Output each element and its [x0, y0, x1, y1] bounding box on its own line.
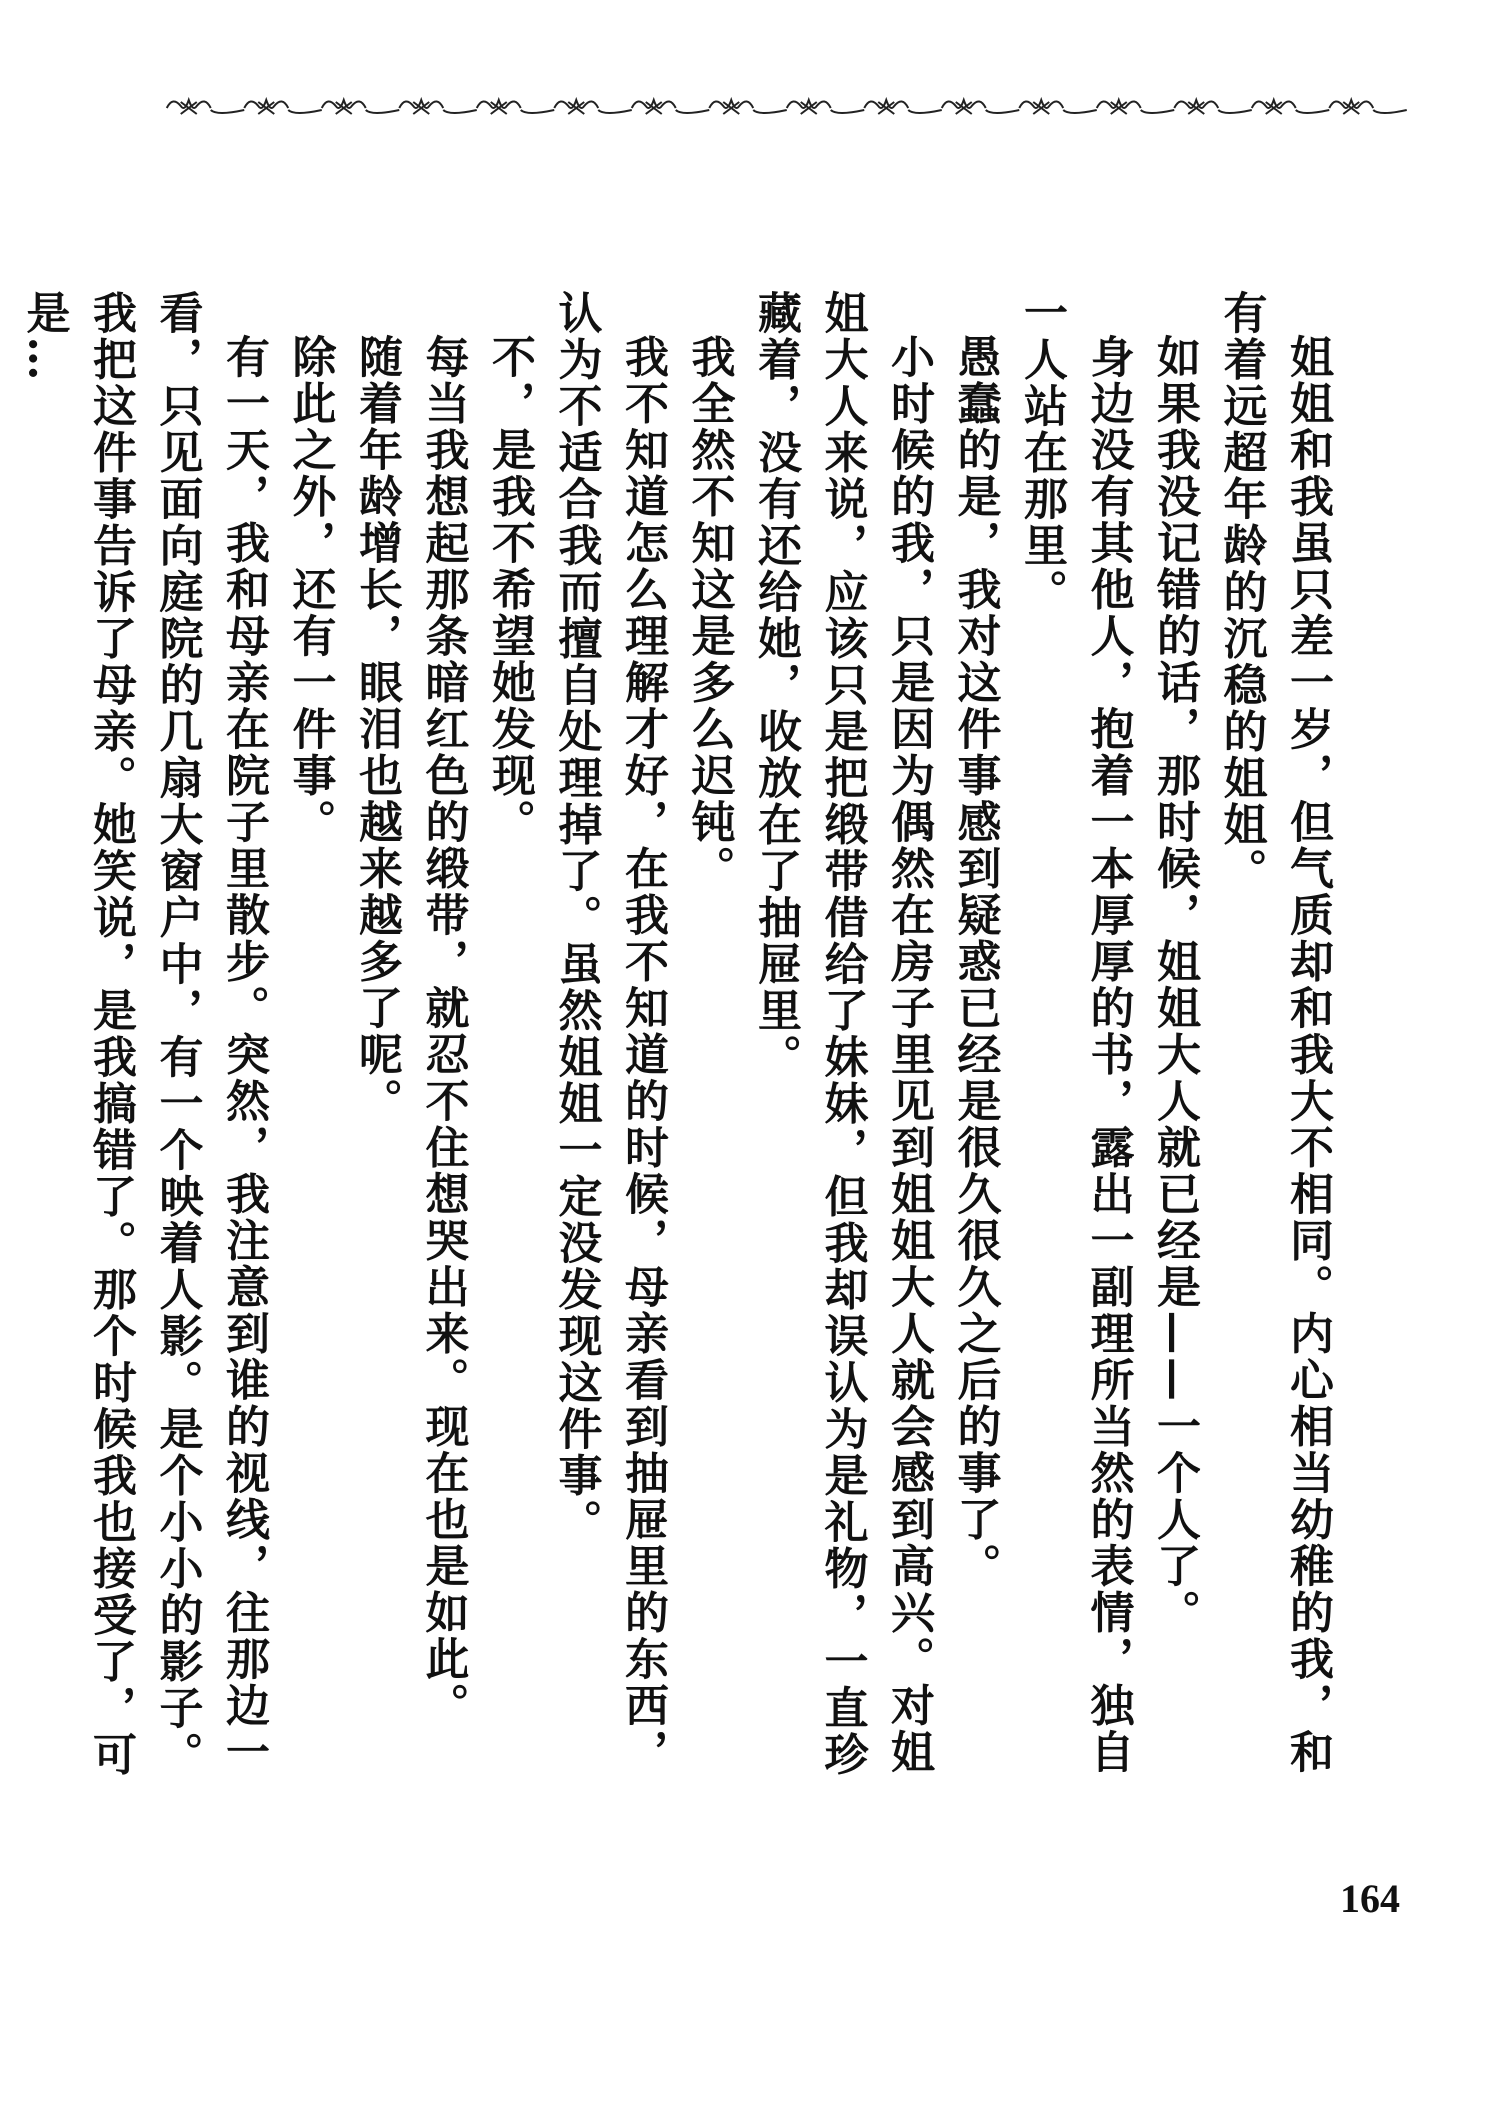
ornament-link	[676, 110, 710, 113]
paragraph: 每当我想起那条暗红色的缎带，就忍不住想哭出来。现在也是如此。	[417, 334, 469, 1729]
ornament-motif	[709, 100, 753, 114]
ornament-motif	[1174, 100, 1218, 114]
ornament-motif	[1329, 100, 1373, 114]
paragraph: 愚蠢的是，我对这件事感到疑惑已经是很久很久之后的事了。	[949, 334, 1001, 1590]
ornament-link	[1141, 110, 1175, 113]
ornament-motif	[244, 100, 288, 114]
paragraph: 小时候的我，只是因为偶然在房子里见到姐姐大人就会感到高兴。对姐姐大人来说，应该只是把缎带借给了妹妹，但我却误认为是礼物，一直珍藏着，没有还给她，收放在了抽屉里。	[750, 290, 934, 1778]
ornament-link	[908, 110, 942, 113]
paragraph: 身边没有其他人，抱着一本厚厚的书，露出一副理所当然的表情，独自一人站在那里。	[1016, 290, 1134, 1776]
vertical-body-text	[18, 290, 1340, 1790]
ornament-link	[1296, 110, 1330, 113]
ornament-motif	[787, 100, 831, 114]
ornament-link	[288, 110, 322, 113]
paragraph: 如果我没记错的话，那时候，姐姐大人就已经是——一个人了。	[1149, 334, 1200, 1636]
paragraph: 我不知道怎么理解才好，在我不知道的时候，母亲看到抽屉里的东西，认为不适合我而擅自处理掉了。虽然姐姐一定没发现这件事。	[550, 290, 668, 1776]
paragraph: 我全然不知这是多么迟钝。	[683, 334, 735, 892]
ornament-motif	[1019, 100, 1063, 114]
paragraph: 姐姐和我虽只差一岁，但气质却和我大不相同。内心相当幼稚的我，和有着远超年龄的沉稳的姐姐。	[1215, 290, 1333, 1776]
ornament-link	[211, 110, 245, 113]
ornament-motif	[399, 100, 443, 114]
ornament-motif	[554, 100, 598, 114]
ornament-link	[443, 110, 477, 113]
ornament-motif	[322, 100, 366, 114]
ornament-link	[598, 110, 632, 113]
ornament-motif	[632, 100, 676, 114]
ornament-link	[753, 110, 787, 113]
paragraph: 除此之外，还有一件事。	[284, 334, 336, 846]
ornament-link	[521, 110, 555, 113]
decorative-border-ornament	[150, 88, 1390, 128]
ornament-link	[366, 110, 400, 113]
ornament-link	[1218, 110, 1252, 113]
ornament-link	[986, 110, 1020, 113]
ornament-motif	[477, 100, 521, 114]
page-number: 164	[1340, 1876, 1400, 1921]
ornament-motif	[864, 100, 908, 114]
ornament-link	[831, 110, 865, 113]
paragraph: 不，是我不希望她发现。	[484, 334, 535, 846]
ornament-motif	[1097, 100, 1141, 114]
paragraph: 随着年龄增长，眼泪也越来越多了呢。	[351, 334, 402, 1125]
paragraph: 有一天，我和母亲在院子里散步。突然，我注意到谁的视线，往那边一看，只见面向庭院的几扇大窗户中，有一个映着人影。是个小小的影子。我把这件事告诉了母亲。她笑说，是我搞错了。那个时候我也接受了，可是…	[18, 290, 269, 1778]
ornament-motif	[942, 100, 986, 114]
ornament-link	[1373, 110, 1407, 113]
ornament-motif	[1252, 100, 1296, 114]
ornament-link	[1063, 110, 1097, 113]
ornament-motif	[167, 100, 211, 114]
